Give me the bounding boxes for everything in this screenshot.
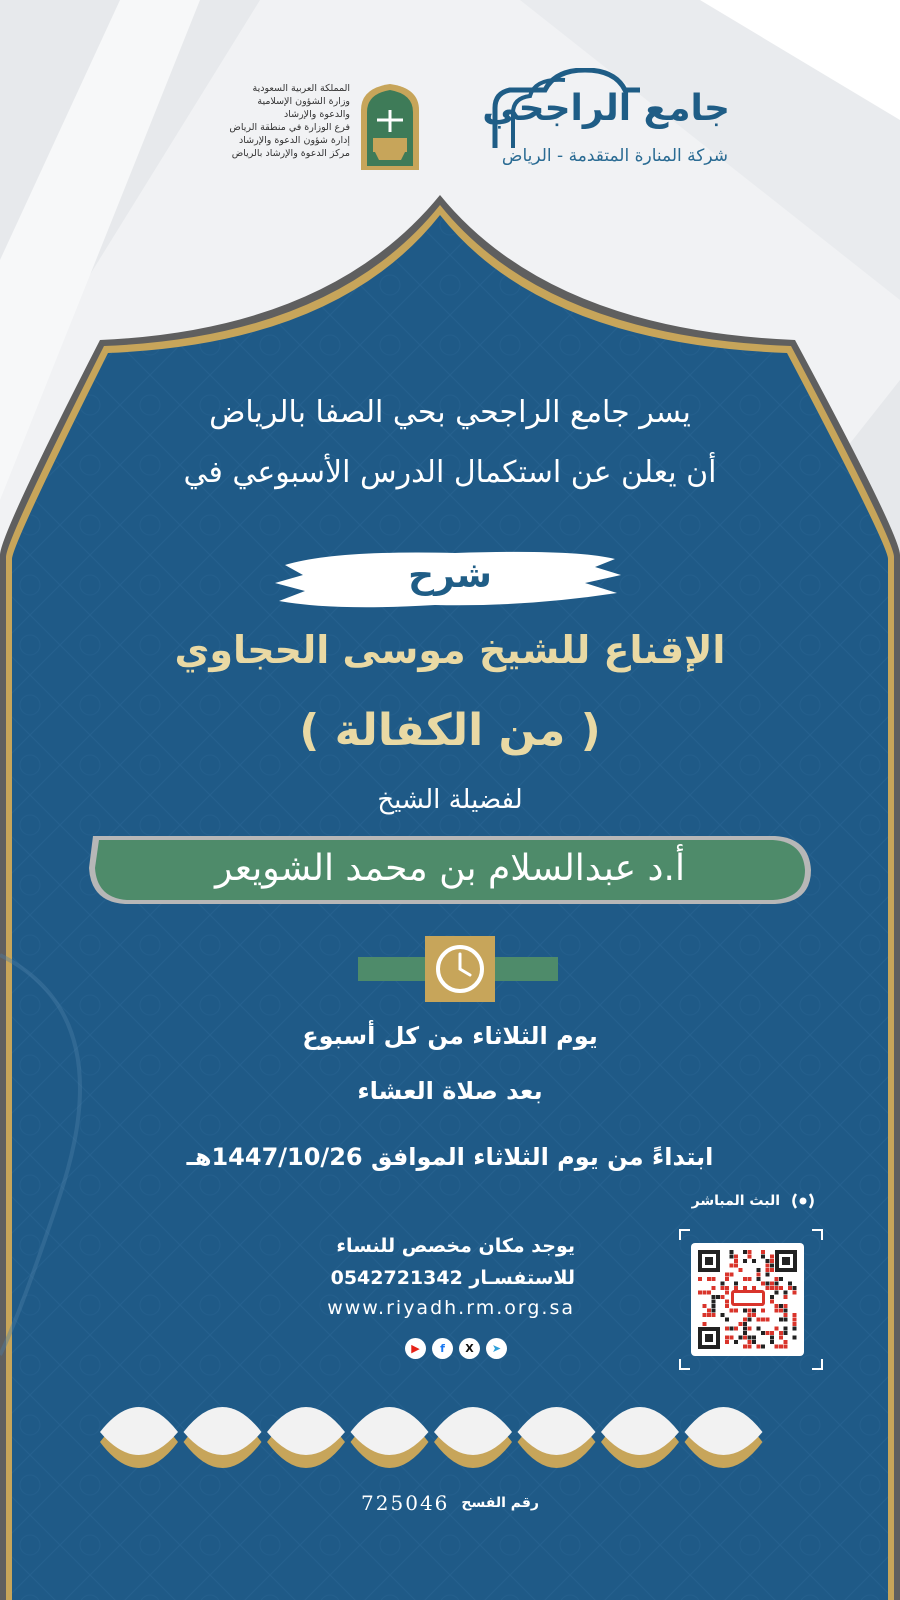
qr-module	[748, 1327, 752, 1331]
qr-module	[743, 1250, 747, 1254]
qr-module	[725, 1286, 729, 1290]
qr-module	[779, 1304, 783, 1308]
women-note: يوجد مكان مخصص للنساء	[336, 1235, 575, 1257]
qr-module	[748, 1318, 752, 1322]
qr-module	[748, 1277, 752, 1281]
qr-module	[770, 1336, 774, 1340]
qr-module	[761, 1331, 765, 1335]
qr-module	[766, 1286, 770, 1290]
qr-module	[793, 1336, 797, 1340]
qr-module	[743, 1277, 747, 1281]
qr-module	[703, 1313, 707, 1317]
sheikh-name: أ.د عبدالسلام بن محمد الشويعر	[215, 848, 685, 889]
qr-module	[743, 1322, 747, 1326]
qr-module	[730, 1250, 734, 1254]
qr-module	[712, 1313, 716, 1317]
qr-module	[770, 1255, 774, 1259]
qr-module	[725, 1336, 729, 1340]
qr-module	[766, 1331, 770, 1335]
book-title: الإقناع للشيخ موسى الحجاوي	[174, 628, 726, 672]
youtube-icon[interactable]: ▶	[405, 1338, 426, 1359]
qr-module	[784, 1304, 788, 1308]
qr-module	[712, 1295, 716, 1299]
qr-module	[757, 1318, 761, 1322]
social-links	[397, 1338, 507, 1360]
qr-module	[730, 1327, 734, 1331]
qr-module	[775, 1345, 779, 1349]
website-link[interactable]: www.riyadh.rm.org.sa	[327, 1297, 575, 1319]
qr-module	[743, 1286, 747, 1290]
qr-module	[779, 1277, 783, 1281]
qr-module	[748, 1250, 752, 1254]
qr-module	[707, 1313, 711, 1317]
intro-line-2: أن يعلن عن استكمال الدرس الأسبوعي في	[183, 455, 717, 490]
qr-module	[784, 1331, 788, 1335]
qr-module	[766, 1268, 770, 1272]
qr-module	[775, 1327, 779, 1331]
qr-module	[779, 1309, 783, 1313]
qr-module	[784, 1313, 788, 1317]
qr-module	[743, 1318, 747, 1322]
qr-module	[703, 1304, 707, 1308]
qr-module	[725, 1300, 729, 1304]
qr-module	[725, 1327, 729, 1331]
qr-module	[734, 1340, 738, 1344]
qr-module	[748, 1313, 752, 1317]
qr-module	[784, 1295, 788, 1299]
qr-module	[761, 1255, 765, 1259]
qr-code-icon[interactable]	[698, 1250, 797, 1349]
qr-module	[770, 1340, 774, 1344]
qr-module	[712, 1304, 716, 1308]
qr-module	[784, 1327, 788, 1331]
qr-module	[725, 1277, 729, 1281]
ministry-line: وزارة الشؤون الإسلامية	[257, 96, 350, 107]
qr-module	[716, 1295, 720, 1299]
live-broadcast-icon	[786, 1190, 820, 1212]
qr-module	[748, 1345, 752, 1349]
qr-module	[788, 1282, 792, 1286]
qr-module	[752, 1309, 756, 1313]
qr-module	[748, 1255, 752, 1259]
qr-module	[784, 1340, 788, 1344]
qr-module	[761, 1282, 765, 1286]
qr-module	[793, 1286, 797, 1290]
qr-module	[784, 1291, 788, 1295]
qr-module	[770, 1286, 774, 1290]
qr-module	[752, 1340, 756, 1344]
qr-module	[793, 1313, 797, 1317]
qr-module	[730, 1273, 734, 1277]
qr-module	[730, 1309, 734, 1313]
qr-module	[775, 1291, 779, 1295]
qr-module	[793, 1327, 797, 1331]
qr-module	[761, 1345, 765, 1349]
qr-module	[784, 1318, 788, 1322]
permit-label: رقم الفسح	[461, 1495, 539, 1511]
book-section: ( من الكفالة )	[299, 705, 601, 756]
qr-module	[770, 1282, 774, 1286]
qr-module	[721, 1282, 725, 1286]
live-broadcast-text: البث المباشر	[691, 1193, 780, 1209]
qr-module	[757, 1327, 761, 1331]
clock-icon	[430, 940, 490, 998]
qr-module	[770, 1331, 774, 1335]
qr-module	[757, 1345, 761, 1349]
qr-module	[761, 1250, 765, 1254]
qr-module	[703, 1291, 707, 1295]
qr-module	[775, 1309, 779, 1313]
qr-module	[730, 1336, 734, 1340]
qr-module	[698, 1277, 702, 1281]
qr-module	[770, 1300, 774, 1304]
qr-module	[761, 1309, 765, 1313]
qr-module	[779, 1286, 783, 1290]
qr-module	[775, 1286, 779, 1290]
decorative-diamonds	[100, 1390, 800, 1500]
qr-module	[793, 1291, 797, 1295]
qr-module	[761, 1318, 765, 1322]
ministry-line: المملكة العربية السعودية	[252, 83, 350, 94]
qr-module	[725, 1273, 729, 1277]
ministry-line: والدعوة والإرشاد	[284, 109, 350, 120]
qr-module	[712, 1277, 716, 1281]
qr-module	[775, 1304, 779, 1308]
qr-module	[779, 1331, 783, 1335]
qr-module	[734, 1309, 738, 1313]
qr-module	[779, 1318, 783, 1322]
qr-module	[739, 1268, 743, 1272]
qr-module	[779, 1345, 783, 1349]
qr-module	[779, 1336, 783, 1340]
qr-module	[734, 1259, 738, 1263]
permit	[340, 1488, 560, 1518]
qr-module	[775, 1277, 779, 1281]
qr-module	[775, 1282, 779, 1286]
ministry-line: مركز الدعوة والإرشاد بالرياض	[231, 148, 350, 159]
qr-module	[725, 1318, 729, 1322]
qr-module	[770, 1264, 774, 1268]
qr-module	[788, 1286, 792, 1290]
by-sheikh-label: لفضيلة الشيخ	[377, 785, 523, 815]
qr-module	[707, 1309, 711, 1313]
qr-module	[757, 1268, 761, 1272]
qr-module	[734, 1327, 738, 1331]
ministry-line: إدارة شؤون الدعوة والإرشاد	[239, 135, 350, 146]
live-broadcast-label	[680, 1188, 820, 1214]
qr-module	[766, 1264, 770, 1268]
qr-module	[766, 1273, 770, 1277]
qr-module	[770, 1268, 774, 1272]
intro-line-1: يسر جامع الراجحي بحي الصفا بالرياض	[209, 395, 691, 430]
qr-module	[766, 1318, 770, 1322]
qr-module	[721, 1313, 725, 1317]
qr-module	[725, 1340, 729, 1344]
qr-module	[784, 1309, 788, 1313]
qr-module	[730, 1255, 734, 1259]
qr-module	[757, 1273, 761, 1277]
qr-module	[743, 1327, 747, 1331]
qr-module	[734, 1286, 738, 1290]
mosque-logo-subtitle: شركة المنارة المتقدمة - الرياض	[501, 146, 728, 166]
schedule-day: يوم الثلاثاء من كل أسبوع	[302, 1022, 598, 1050]
qr-module	[784, 1345, 788, 1349]
qr-module	[770, 1295, 774, 1299]
ministry-line: فرع الوزارة في منطقة الرياض	[229, 122, 350, 133]
qr-module	[752, 1313, 756, 1317]
qr-module	[734, 1264, 738, 1268]
schedule-time: بعد صلاة العشاء	[357, 1077, 543, 1105]
qr-module	[748, 1336, 752, 1340]
qr-module	[725, 1304, 729, 1308]
qr-module	[743, 1336, 747, 1340]
x-icon[interactable]: X	[459, 1338, 480, 1359]
telegram-icon[interactable]: ➤	[486, 1338, 507, 1359]
inquiry-phone[interactable]: للاستفسـار 0542721342	[330, 1267, 575, 1289]
qr-module	[752, 1259, 756, 1263]
schedule-start: ابتداءً من يوم الثلاثاء الموافق 1447/10/26هـ	[186, 1143, 714, 1171]
mosque-logo-title: جامع الراجحي	[482, 88, 730, 129]
qr-module	[743, 1259, 747, 1263]
qr-module	[743, 1331, 747, 1335]
qr-module	[748, 1309, 752, 1313]
qr-module	[743, 1309, 747, 1313]
qr-module	[730, 1264, 734, 1268]
qr-module	[752, 1286, 756, 1290]
qr-module	[766, 1282, 770, 1286]
qr-module	[698, 1291, 702, 1295]
qr-module	[793, 1318, 797, 1322]
lesson-label: شرح	[408, 555, 492, 596]
qr-module	[770, 1259, 774, 1263]
qr-module	[752, 1336, 756, 1340]
qr-module	[712, 1309, 716, 1313]
facebook-icon[interactable]: f	[432, 1338, 453, 1359]
qr-module	[712, 1300, 716, 1304]
qr-module	[734, 1255, 738, 1259]
qr-module	[739, 1322, 743, 1326]
qr-module	[748, 1340, 752, 1344]
qr-module	[739, 1336, 743, 1340]
qr-module	[721, 1295, 725, 1299]
qr-module	[725, 1291, 729, 1295]
qr-module	[707, 1277, 711, 1281]
qr-module	[712, 1286, 716, 1290]
qr-module	[757, 1277, 761, 1281]
permit-number: 725046	[361, 1491, 450, 1515]
qr-module	[743, 1345, 747, 1349]
qr-module	[721, 1286, 725, 1290]
qr-module	[793, 1322, 797, 1326]
qr-module	[766, 1259, 770, 1263]
qr-module	[707, 1291, 711, 1295]
qr-module	[734, 1282, 738, 1286]
qr-module	[703, 1322, 707, 1326]
